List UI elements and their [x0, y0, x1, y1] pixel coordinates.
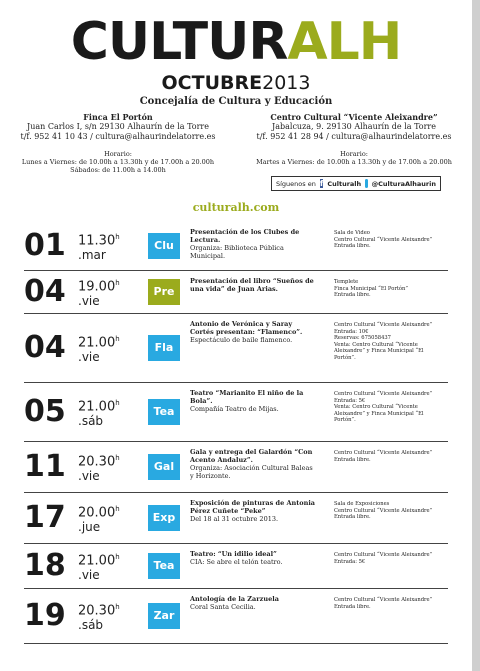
event-time-suffix: h — [115, 505, 120, 513]
event-row — [24, 222, 448, 271]
event-time-value: 20.30 — [78, 603, 116, 619]
logo-part-dark: CULTUR — [70, 12, 288, 72]
event-detail: Espectáculo de baile flamenco. — [190, 336, 293, 344]
event-time-suffix: h — [115, 279, 120, 287]
facebook-icon[interactable]: f — [319, 179, 324, 188]
event-time-suffix: h — [115, 399, 120, 407]
event-title: Gala y entrega del Galardón “Con Acento Andaluz”. — [190, 448, 313, 464]
event-description — [190, 277, 316, 293]
event-time — [78, 332, 120, 350]
event-venue-info — [334, 322, 446, 362]
event-day: 01 — [24, 228, 66, 263]
hours-label: Horario: — [104, 150, 132, 158]
event-venue-info — [334, 450, 446, 463]
event-detail: Coral Santa Cecilia. — [190, 603, 256, 611]
event-venue-line: Centro Cultural “Vicente Aleixandre” — [334, 597, 433, 603]
event-entry-line: Entrada libre. — [334, 292, 371, 299]
event-time-suffix: h — [115, 553, 120, 561]
event-category-badge[interactable]: Gal — [148, 454, 180, 480]
follow-label: Síguenos en — [276, 179, 316, 188]
event-title: Teatro “Marianito El niño de la Bola”. — [190, 389, 304, 405]
event-entry-line: Entrada libre. — [334, 603, 371, 610]
twitter-icon[interactable] — [365, 179, 367, 188]
event-time — [78, 600, 120, 618]
event-entry-line: Entrada: 10€ — [334, 328, 369, 335]
venue-contact[interactable]: t/f. 952 41 10 43 / cultura@alhaurindelatorre.es — [20, 132, 216, 141]
event-venue-line: Sala de Video — [334, 230, 370, 236]
event-detail: CIA: Se abre el telón teatro. — [190, 558, 283, 566]
event-category-badge[interactable]: Tea — [148, 399, 180, 425]
month-year: 2013 — [262, 72, 311, 94]
event-detail: Del 18 al 31 octubre 2013. — [190, 515, 279, 523]
event-row — [24, 493, 448, 544]
event-row — [24, 314, 448, 383]
event-venue-line: Centro Cultural “Vicente Aleixandre” — [334, 322, 433, 328]
event-description — [190, 228, 316, 260]
page-edge — [472, 0, 480, 671]
event-entry-line: Reservas: 675058437 — [334, 335, 391, 342]
venue-address: Juan Carlos I, s/n 29130 Alhaurín de la Torre — [27, 122, 209, 131]
event-title: Teatro: “Un idilio ideal” — [190, 550, 277, 558]
event-day: 11 — [24, 449, 66, 484]
event-time-value: 21.00 — [78, 553, 116, 569]
event-description — [190, 550, 316, 566]
event-time — [78, 396, 120, 414]
event-venue-line: Centro Cultural “Vicente Aleixandre” — [334, 236, 433, 243]
event-time — [78, 502, 120, 520]
event-title: Presentación del libro “Sueños de una vida” de Juan Arias. — [190, 277, 314, 293]
facebook-handle[interactable]: Culturalh — [327, 179, 362, 188]
event-row — [24, 271, 448, 314]
event-title: Antología de la Zarzuela — [190, 595, 279, 603]
event-row — [24, 544, 448, 589]
event-time-value: 20.00 — [78, 505, 116, 521]
event-category-badge[interactable]: Tea — [148, 553, 180, 579]
event-category-badge[interactable]: Exp — [148, 505, 180, 531]
event-time-value: 19.00 — [78, 279, 116, 295]
hours-line: Martes a Viernes: de 10.00h a 13.30h y de 17.00h a 20.00h — [256, 158, 452, 166]
event-time-suffix: h — [115, 233, 120, 241]
event-entry-line: Entrada: 5€ — [334, 558, 366, 565]
event-entry-line: Entrada libre. — [334, 514, 371, 521]
venue-vicente-aleixandre — [236, 112, 472, 142]
event-day: 17 — [24, 500, 66, 535]
event-time-suffix: h — [115, 454, 120, 462]
event-row — [24, 442, 448, 493]
event-description — [190, 499, 316, 523]
event-weekday: .sáb — [78, 618, 104, 632]
event-detail: Organiza: Biblioteca Pública Municipal. — [190, 244, 284, 260]
event-venue-info — [334, 597, 446, 610]
twitter-handle[interactable]: @CulturaAlhaurin — [371, 179, 436, 188]
event-time — [78, 550, 120, 568]
month-name: OCTUBRE — [161, 72, 263, 94]
event-time-value: 11.30 — [78, 233, 116, 249]
social-box — [271, 176, 441, 191]
event-day: 04 — [24, 330, 66, 365]
hours-line: Lunes a Viernes: de 10.00h a 13.30h y de 17.00h a 20.00h — [21, 158, 215, 166]
hours-el-porton — [0, 150, 236, 174]
event-entry-line: Entrada libre. — [334, 456, 371, 463]
event-day: 19 — [24, 598, 66, 633]
event-time — [78, 276, 120, 294]
culturalh-logo — [0, 14, 472, 70]
event-detail: Organiza: Asociación Cultural Baleas y Horizonte. — [190, 464, 313, 480]
event-venue-line: Finca Municipal “El Portón” — [334, 285, 409, 292]
event-description — [190, 320, 316, 344]
event-title: Exposición de pinturas de Antonia Pérez Cuñete “Peke” — [190, 499, 316, 515]
event-venue-line: Centro Cultural “Vicente Aleixandre” — [334, 552, 433, 558]
event-venue-info — [334, 391, 446, 424]
event-weekday: .sáb — [78, 414, 104, 428]
event-weekday: .vie — [78, 568, 100, 582]
event-venue-line: Centro Cultural “Vicente Aleixandre” — [334, 507, 433, 514]
event-time-suffix: h — [115, 603, 120, 611]
event-category-badge[interactable]: Fla — [148, 335, 180, 361]
hours-line: Sábados: de 11.00h a 14.00h — [70, 166, 166, 174]
event-title: Antonio de Verónica y Saray Cortés presentan: “Flamenco”. — [190, 320, 303, 336]
event-venue-info — [334, 279, 446, 299]
event-time-value: 21.00 — [78, 335, 116, 351]
event-weekday: .mar — [78, 248, 106, 262]
month-heading — [0, 72, 472, 94]
venue-el-porton — [0, 112, 236, 142]
event-time — [78, 451, 120, 469]
event-detail: Compañía Teatro de Mijas. — [190, 405, 279, 413]
event-venue-info — [334, 552, 446, 565]
hours-label: Horario: — [340, 150, 368, 158]
logo-part-green: ALH — [287, 12, 402, 72]
event-day: 05 — [24, 394, 66, 429]
venue-name: Finca El Portón — [83, 112, 153, 122]
event-weekday: .vie — [78, 469, 100, 483]
event-description — [190, 448, 316, 480]
event-weekday: .jue — [78, 520, 101, 534]
venue-address: Jabalcuza, 9. 29130 Alhaurín de la Torre — [272, 122, 436, 131]
event-venue-line: Centro Cultural “Vicente Aleixandre” — [334, 391, 433, 397]
event-category-badge[interactable]: Zar — [148, 603, 180, 629]
venue-name: Centro Cultural “Vicente Aleixandre” — [270, 112, 438, 122]
website-link[interactable]: culturalh.com — [192, 201, 280, 214]
event-venue-line: Templete — [334, 279, 359, 285]
department-name: Concejalía de Cultura y Educación — [139, 96, 333, 107]
event-venue-line: Centro Cultural “Vicente Aleixandre” — [334, 450, 433, 456]
event-title: Presentación de los Clubes de Lectura. — [190, 228, 300, 244]
event-entry-line: Venta: Centro Cultural “Vicente Aleixandre” y Finca Municipal “El Portón”. — [334, 404, 424, 424]
event-time-suffix: h — [115, 335, 120, 343]
event-row — [24, 589, 448, 644]
hours-vicente-aleixandre — [236, 150, 472, 166]
event-time-value: 21.00 — [78, 399, 116, 415]
event-entry-line: Venta: Centro Cultural “Vicente Aleixandre” y Finca Municipal “El Portón”. — [334, 341, 424, 361]
venue-contact[interactable]: t/f. 952 41 28 94 / cultura@alhaurindelatorre.es — [256, 132, 452, 141]
event-venue-info — [334, 501, 446, 521]
event-weekday: .vie — [78, 350, 100, 364]
event-day: 18 — [24, 548, 66, 583]
event-list — [24, 222, 448, 644]
event-row — [24, 383, 448, 442]
event-description — [190, 595, 316, 611]
event-time — [78, 230, 120, 248]
event-description — [190, 389, 316, 413]
event-venue-info — [334, 230, 446, 250]
event-time-value: 20.30 — [78, 454, 116, 470]
event-day: 04 — [24, 274, 66, 309]
event-entry-line: Entrada: 5€ — [334, 397, 366, 404]
event-entry-line: Entrada libre. — [334, 243, 371, 250]
event-category-badge[interactable]: Pre — [148, 279, 180, 305]
event-category-badge[interactable]: Clu — [148, 233, 180, 259]
event-weekday: .vie — [78, 294, 100, 308]
event-venue-line: Sala de Exposiciones — [334, 501, 390, 507]
